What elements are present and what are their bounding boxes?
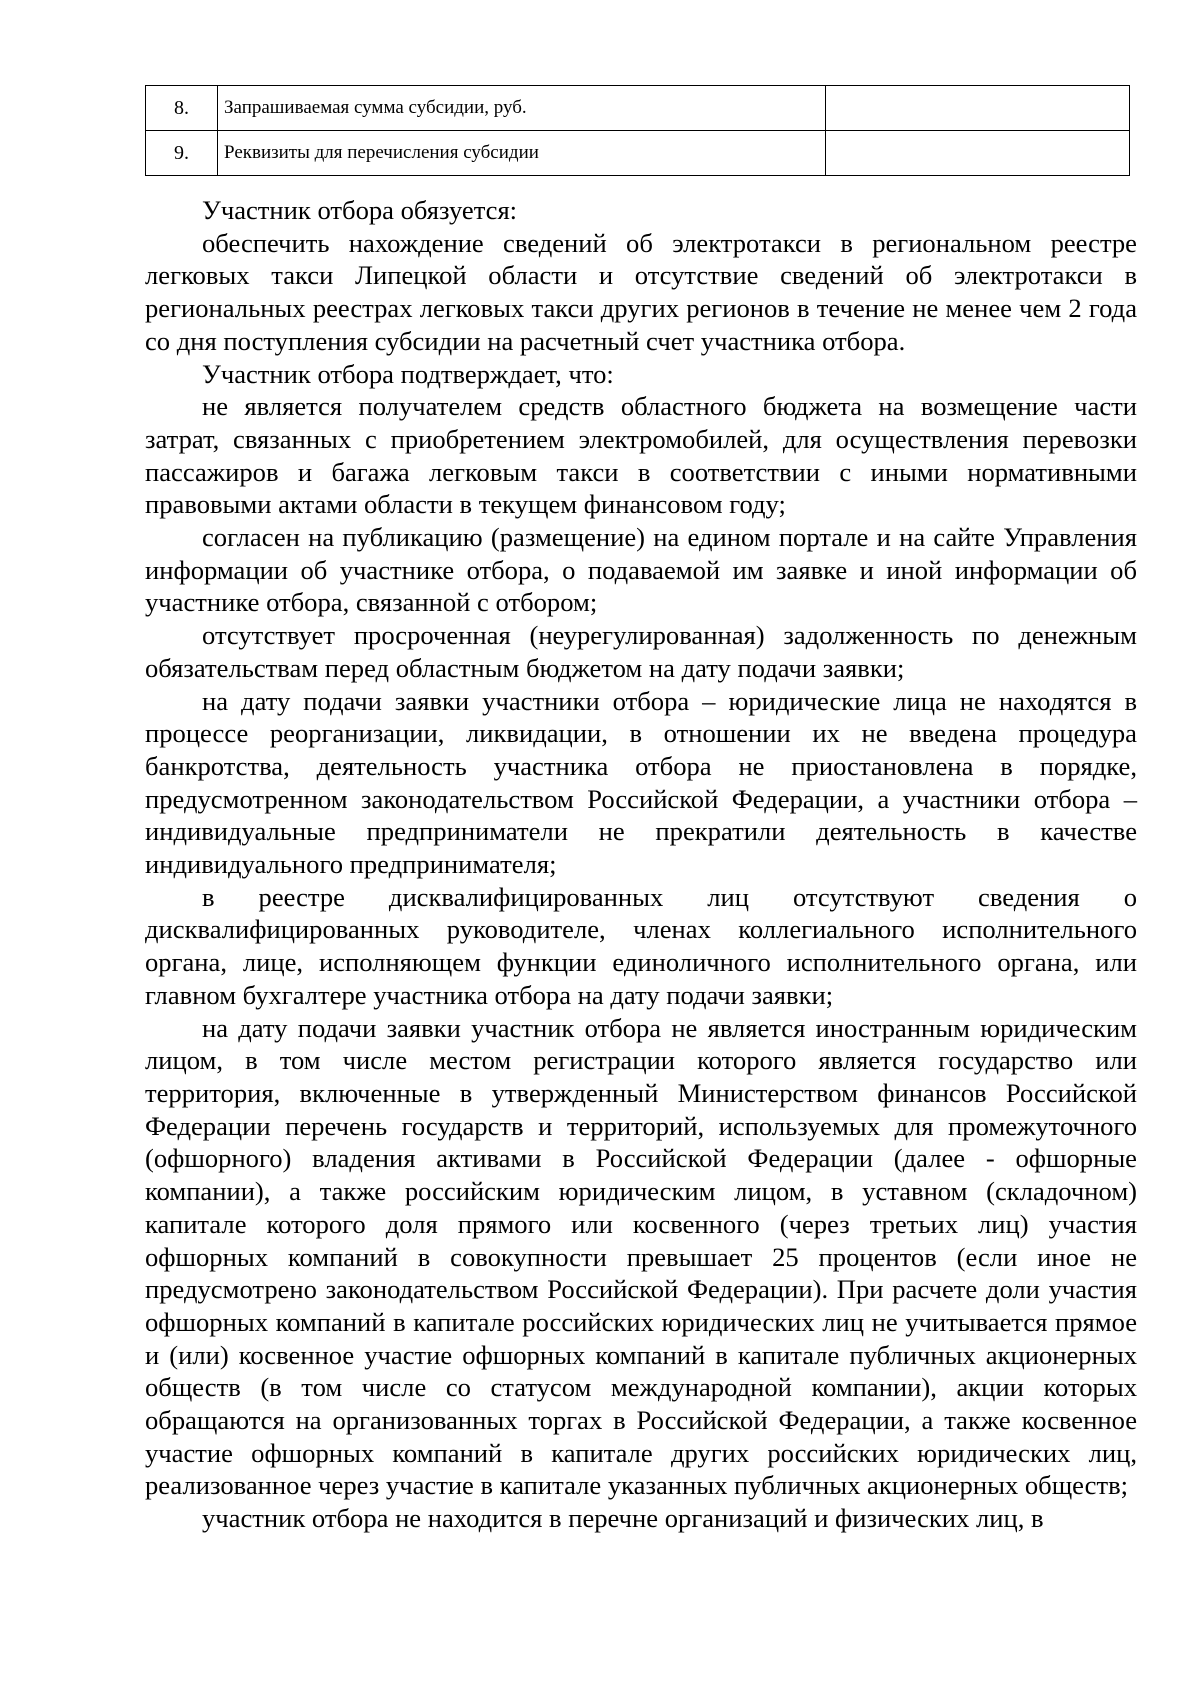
- paragraph-not-recipient: не является получателем средств областного бюджета на возмещение части затрат, связанных с приобретением электромобилей, для осуществления перевозки пассажиров и багажа легковым такси в соответствии с иными нормативными правовыми актами области в текущем финансовом году;: [145, 391, 1137, 520]
- row-number: 9.: [146, 131, 218, 176]
- row-number: 8.: [146, 86, 218, 131]
- table-row: [146, 86, 1130, 131]
- paragraph-no-reorganization: на дату подачи заявки участники отбора – юридические лица не находятся в процессе реорганизации, ликвидации, в отношении их не введена процедура банкротства, деятельность участника отбора не приостановлена в порядке, предусмотренном законодательством Российской Федерации, а участники отбора – индивидуальные предприниматели не прекратили деятельность в качестве индивидуального предпринимателя;: [145, 685, 1137, 880]
- paragraph-no-debt: отсутствует просроченная (неурегулированная) задолженность по денежным обязательствам перед областным бюджетом на дату подачи заявки;: [145, 620, 1137, 683]
- row-value-cell: [826, 86, 1130, 131]
- row-label: Реквизиты для перечисления субсидии: [218, 131, 826, 176]
- paragraph-not-offshore: на дату подачи заявки участник отбора не является иностранным юридическим лицом, в том числе местом регистрации которого является государство или территория, включенные в утвержденный Министерством финансов Российской Федерации перечень государств и территорий, используемых для промежуточного (офшорного) владения активами в Российской Федерации (далее - офшорные компании), а также российским юридическим лицом, в уставном (складочном) капитале которого доля прямого или косвенного (через третьих лиц) участия офшорных компаний в совокупности превышает 25 процентов (если иное не предусмотрено законодательством Российской Федерации). При расчете доли участия офшорных компаний в капитале российских юридических лиц не учитывается прямое и (или) косвенное участие офшорных компаний в капитале публичных акционерных обществ (в том числе со статусом международной компании), акции которых обращаются на организованных торгах в Российской Федерации, а также косвенное участие офшорных компаний в капитале других российских юридических лиц, реализованное через участие в капитале указанных публичных акционерных обществ;: [145, 1012, 1137, 1501]
- requisites-table: [145, 85, 1130, 176]
- paragraph-confirmations-heading: Участник отбора подтверждает, что:: [202, 358, 614, 389]
- paragraph-not-in-list: участник отбора не находится в перечне организаций и физических лиц, в: [202, 1503, 1044, 1534]
- paragraph-no-disqualified: в реестре дисквалифицированных лиц отсутствуют сведения о дисквалифицированных руководителе, членах коллегиального исполнительного органа, лице, исполняющем функции единоличного исполнительного органа, или главном бухгалтере участника отбора на дату подачи заявки;: [145, 881, 1137, 1010]
- paragraph-obligations-heading: Участник отбора обязуется:: [202, 195, 518, 225]
- paragraph-obligation-taxi-registry: обеспечить нахождение сведений об электротакси в региональном реестре легковых такси Липецкой области и отсутствие сведений об электротакси в региональных реестрах легковых такси других регионов в течение не менее чем 2 года со дня поступления субсидии на расчетный счет участника отбора.: [145, 227, 1137, 356]
- table-row: [146, 131, 1130, 176]
- document-body: [145, 194, 1137, 1535]
- row-label: Запрашиваемая сумма субсидии, руб.: [218, 86, 826, 131]
- paragraph-publication-consent: согласен на публикацию (размещение) на едином портале и на сайте Управления информации об участнике отбора, о подаваемой им заявке и иной информации об участнике отбора, связанной с отбором;: [145, 522, 1137, 618]
- document-page: [145, 85, 1137, 1535]
- row-value-cell: [826, 131, 1130, 176]
